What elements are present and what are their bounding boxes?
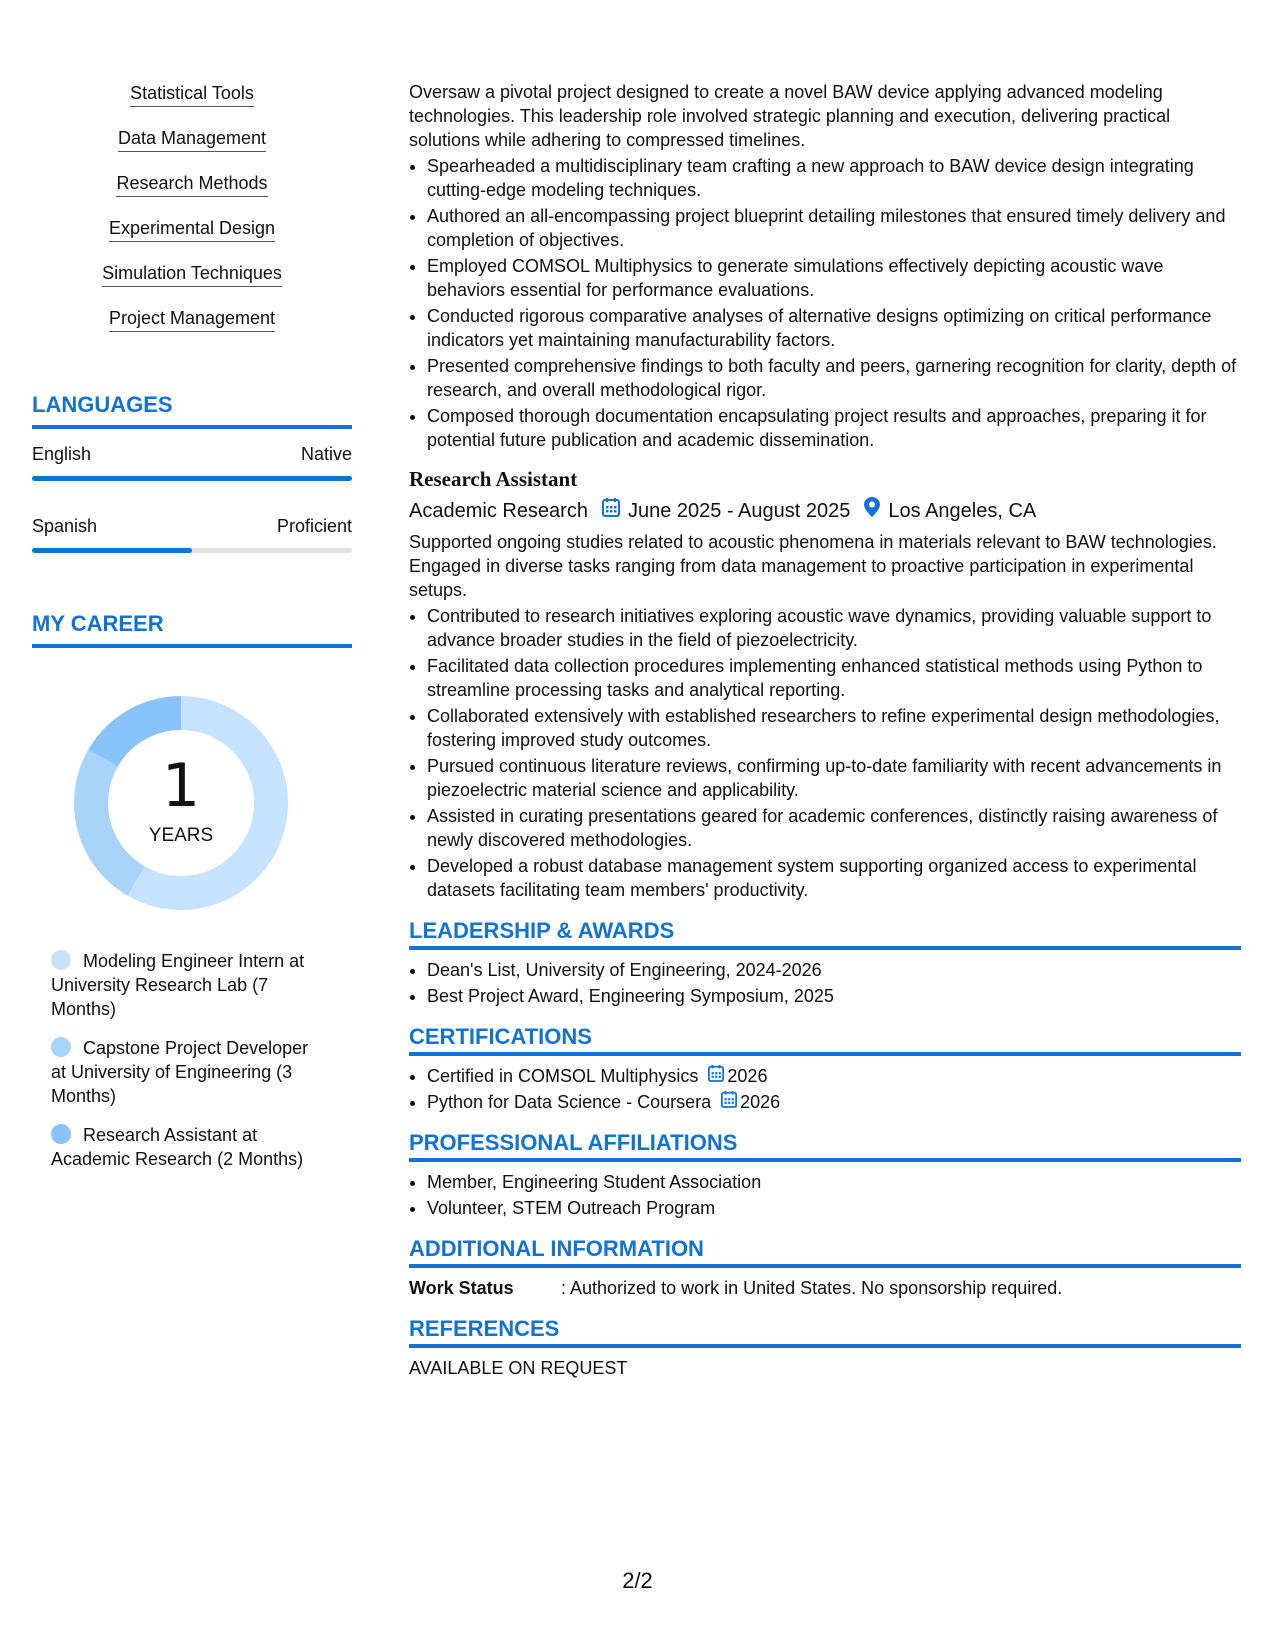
skill-item [32, 262, 352, 307]
skills-list [32, 82, 352, 352]
certification-date [708, 1064, 767, 1088]
additional-info-heading: ADDITIONAL INFORMATION [409, 1236, 1241, 1268]
affiliation-item: • Member, Engineering Student Association [427, 1170, 1241, 1194]
job-dates: June 2025 - August 2025 [627, 499, 851, 522]
work-status-value: : Authorized to work in United States. No sponsorship required. [561, 1278, 1063, 1298]
affiliations-list [409, 1170, 1241, 1220]
career-legend-text: Research Assistant at Academic Research (2 Months) [51, 1125, 304, 1169]
sidebar [32, 82, 352, 1185]
language-row [32, 515, 352, 537]
certification-date [721, 1090, 780, 1114]
job-location: Los Angeles, CA [888, 499, 1037, 522]
certification-name: Certified in COMSOL Multiphysics [427, 1066, 699, 1086]
intro-bullet: • Authored an all-encompassing project blueprint detailing milestones that ensured timely delivery and completion of objectives. [427, 204, 1241, 252]
award-item: • Dean's List, University of Engineering, 2024-2026 [427, 958, 1241, 982]
skill-label: Project Management [109, 307, 275, 332]
language-name: English [32, 444, 92, 464]
intro-bullet: • Employed COMSOL Multiphysics to generate simulations effectively depicting acoustic wave behaviors essential for performance evaluations. [427, 254, 1241, 302]
award-item: • Best Project Award, Engineering Symposium, 2025 [427, 984, 1241, 1008]
career-legend-item [51, 1035, 321, 1108]
awards-heading: LEADERSHIP & AWARDS [409, 918, 1241, 950]
calendar-icon [708, 1064, 727, 1088]
intro-bullet: • Presented comprehensive findings to both faculty and peers, garnering recognition for clarity, depth of research, and overall methodological rigor. [427, 354, 1241, 402]
language-bar [32, 476, 352, 481]
location-pin-icon [864, 497, 880, 524]
career-legend-text: Capstone Project Developer at University of Engineering (3 Months) [51, 1038, 309, 1106]
career-legend-dot [51, 950, 71, 970]
certification-name: Python for Data Science - Coursera [427, 1092, 712, 1112]
awards-list [409, 958, 1241, 1008]
affiliations-heading: PROFESSIONAL AFFILIATIONS [409, 1130, 1241, 1162]
career-legend-dot [51, 1037, 71, 1057]
job-company: Academic Research [409, 499, 588, 522]
language-level: Native [300, 444, 352, 464]
job-bullets [409, 604, 1241, 902]
certifications-heading: CERTIFICATIONS [409, 1024, 1241, 1056]
certification-year: 2026 [740, 1092, 781, 1112]
languages-heading: LANGUAGES [32, 392, 352, 429]
job-meta [409, 497, 1241, 524]
skill-item [32, 307, 352, 352]
job-bullet: • Contributed to research initiatives exploring acoustic wave dynamics, providing valuable support to advance broader studies in the field of piezoelectricity. [427, 604, 1241, 652]
career-legend-dot [51, 1124, 71, 1144]
references-heading: REFERENCES [409, 1316, 1241, 1348]
career-legend [32, 948, 352, 1171]
career-unit: YEARS [148, 825, 214, 846]
skill-label: Research Methods [116, 172, 267, 197]
career-legend-text: Modeling Engineer Intern at University Research Lab (7 Months) [51, 951, 305, 1019]
intro-bullets [409, 154, 1241, 452]
certification-year: 2026 [727, 1066, 768, 1086]
language-bar-fill [32, 476, 352, 481]
languages-list [32, 443, 352, 553]
certification-item [427, 1064, 1241, 1088]
job-bullet: • Assisted in curating presentations geared for academic conferences, distinctly raising awareness of newly discovered methodologies. [427, 804, 1241, 852]
career-total: 1 [161, 751, 201, 821]
intro-bullet: • Spearheaded a multidisciplinary team crafting a new approach to BAW device design integrating cutting-edge modeling techniques. [427, 154, 1241, 202]
intro-bullet: • Conducted rigorous comparative analyses of alternative designs optimizing on critical performance indicators yet maintaining manufacturability factors. [427, 304, 1241, 352]
skill-item [32, 82, 352, 127]
career-heading: MY CAREER [32, 611, 352, 648]
skill-label: Statistical Tools [130, 82, 254, 107]
job-bullet: • Pursued continuous literature reviews, confirming up-to-date familiarity with recent advancements in piezoelectric material science and applicability. [427, 754, 1241, 802]
language-item [32, 515, 352, 553]
certification-item [427, 1090, 1241, 1114]
language-bar [32, 548, 352, 553]
skill-label: Experimental Design [109, 217, 275, 242]
job-title: Research Assistant [409, 467, 578, 491]
intro-paragraph: Oversaw a pivotal project designed to create a novel BAW device applying advanced modeling technologies. This leadership role involved strategic planning and execution, delivering practical solutions while adhering to compressed timelines. [409, 82, 1171, 150]
work-status-label: Work Status [409, 1278, 514, 1298]
language-level: Proficient [276, 516, 352, 536]
page-number: 2/2 [622, 1568, 653, 1593]
calendar-icon [721, 1090, 740, 1114]
language-item [32, 443, 352, 481]
skill-item [32, 217, 352, 262]
language-bar-fill [32, 548, 192, 553]
career-legend-item [51, 948, 321, 1021]
references-text: AVAILABLE ON REQUEST [409, 1358, 628, 1378]
career-legend-item [51, 1122, 321, 1171]
main-content [409, 80, 1241, 1380]
job-paragraph: Supported ongoing studies related to acoustic phenomena in materials relevant to BAW technologies. Engaged in diverse tasks ranging from data management to proactive participation in experimental setups. [409, 532, 1217, 600]
job-bullet: • Developed a robust database management system supporting organized access to experimental datasets facilitating team members' productivity. [427, 854, 1241, 902]
language-row [32, 443, 352, 465]
calendar-icon [602, 497, 620, 524]
affiliation-item: • Volunteer, STEM Outreach Program [427, 1196, 1241, 1220]
skill-item [32, 127, 352, 172]
career-donut-chart [66, 688, 296, 918]
skill-label: Simulation Techniques [102, 262, 282, 287]
job-bullet: • Collaborated extensively with established researchers to refine experimental design methodologies, fostering improved study outcomes. [427, 704, 1241, 752]
certifications-list [409, 1064, 1241, 1114]
skill-item [32, 172, 352, 217]
work-status-row [409, 1276, 1241, 1300]
intro-bullet: • Composed thorough documentation encapsulating project results and approaches, preparing it for potential future publication and academic dissemination. [427, 404, 1241, 452]
skill-label: Data Management [118, 127, 266, 152]
language-name: Spanish [32, 516, 98, 536]
job-bullet: • Facilitated data collection procedures implementing enhanced statistical methods using Python to streamline processing tasks and analytical reporting. [427, 654, 1241, 702]
